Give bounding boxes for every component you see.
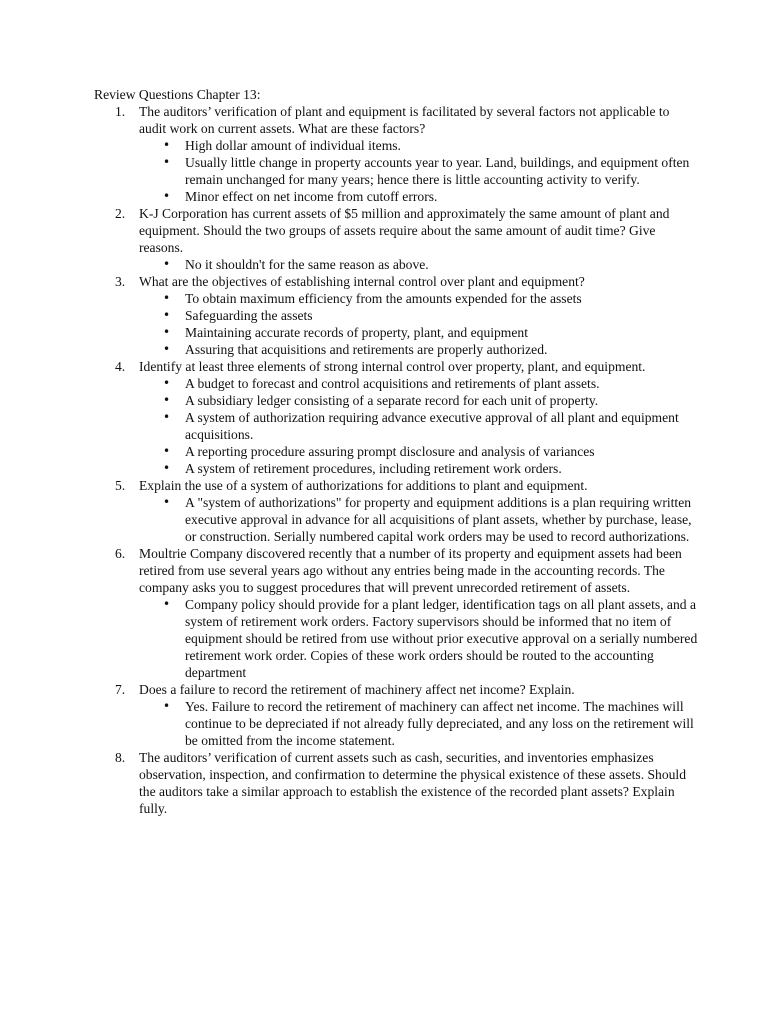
answer-list [139,494,699,545]
question-item [139,681,699,749]
answer-bullet-item: • A system of retirement procedures, including retirement work orders. [185,460,699,477]
question-list [94,103,699,817]
answer-list [139,290,699,358]
question-text: K-J Corporation has current assets of $5 million and approximately the same amount of plant and equipment. Should the two groups of assets require about the same amount of audit time? Give reasons. [139,206,670,255]
answer-bullet-item: • Safeguarding the assets [185,307,699,324]
answer-bullet-item: • A subsidiary ledger consisting of a separate record for each unit of property. [185,392,699,409]
answer-bullet-item: • High dollar amount of individual items. [185,137,699,154]
answer-list [139,596,699,681]
question-item [139,749,699,817]
page-title: Review Questions Chapter 13: [94,87,261,102]
answer-bullet-item: • A system of authorization requiring advance executive approval of all plant and equipment acquisitions. [185,409,699,443]
answer-bullet-item: • Company policy should provide for a plant ledger, identification tags on all plant assets, and a system of retirement work orders. Factory supervisors should be informed that no item of equipment should be retired from use without prior executive approval on a serially numbered retirement work order. Copies of these work orders should be routed to the accounting department [185,596,699,681]
answer-bullet-item: • No it shouldn't for the same reason as above. [185,256,699,273]
answer-bullet-item: • Minor effect on net income from cutoff errors. [185,188,699,205]
answer-bullet-item: • A budget to forecast and control acquisitions and retirements of plant assets. [185,375,699,392]
answer-bullet-item: • Yes. Failure to record the retirement of machinery can affect net income. The machines will continue to be depreciated if not already fully depreciated, and any loss on the retirement will be omitted from the income statement. [185,698,699,749]
answer-bullet-item: • A reporting procedure assuring prompt disclosure and analysis of variances [185,443,699,460]
answer-bullet-item: • To obtain maximum efficiency from the amounts expended for the assets [185,290,699,307]
question-item [139,273,699,358]
question-text: Moultrie Company discovered recently that a number of its property and equipment assets had been retired from use several years ago without any entries being made in the accounting records. The company asks you to suggest procedures that will prevent unrecorded retirement of assets. [139,546,682,595]
question-item [139,358,699,477]
question-item [139,545,699,681]
question-item [139,103,699,205]
question-text: Does a failure to record the retirement of machinery affect net income? Explain. [139,682,575,697]
answer-list [139,375,699,477]
question-text: Identify at least three elements of strong internal control over property, plant, and equipment. [139,359,646,374]
answer-bullet-item: • Usually little change in property accounts year to year. Land, buildings, and equipment often remain unchanged for many years; hence there is little accounting activity to verify. [185,154,699,188]
answer-list [139,137,699,205]
question-text: What are the objectives of establishing internal control over plant and equipment? [139,274,585,289]
answer-bullet-item: • Maintaining accurate records of property, plant, and equipment [185,324,699,341]
question-item [139,205,699,273]
answer-bullet-item: • A "system of authorizations" for property and equipment additions is a plan requiring written executive approval in advance for all acquisitions of plant assets, whether by purchase, lease, or construction. Serially numbered capital work orders may be used to record authorizations. [185,494,699,545]
answer-list [139,698,699,749]
question-item [139,477,699,545]
answer-list [139,256,699,273]
answer-bullet-item: • Assuring that acquisitions and retirements are properly authorized. [185,341,699,358]
question-text: The auditors’ verification of plant and equipment is facilitated by several factors not applicable to audit work on current assets. What are these factors? [139,104,670,136]
question-text: The auditors’ verification of current assets such as cash, securities, and inventories emphasizes observation, inspection, and confirmation to determine the physical existence of these assets. Should the auditors take a similar approach to establish the existence of the recorded plant assets? Explain fully. [139,750,687,816]
question-text: Explain the use of a system of authorizations for additions to plant and equipment. [139,478,588,493]
